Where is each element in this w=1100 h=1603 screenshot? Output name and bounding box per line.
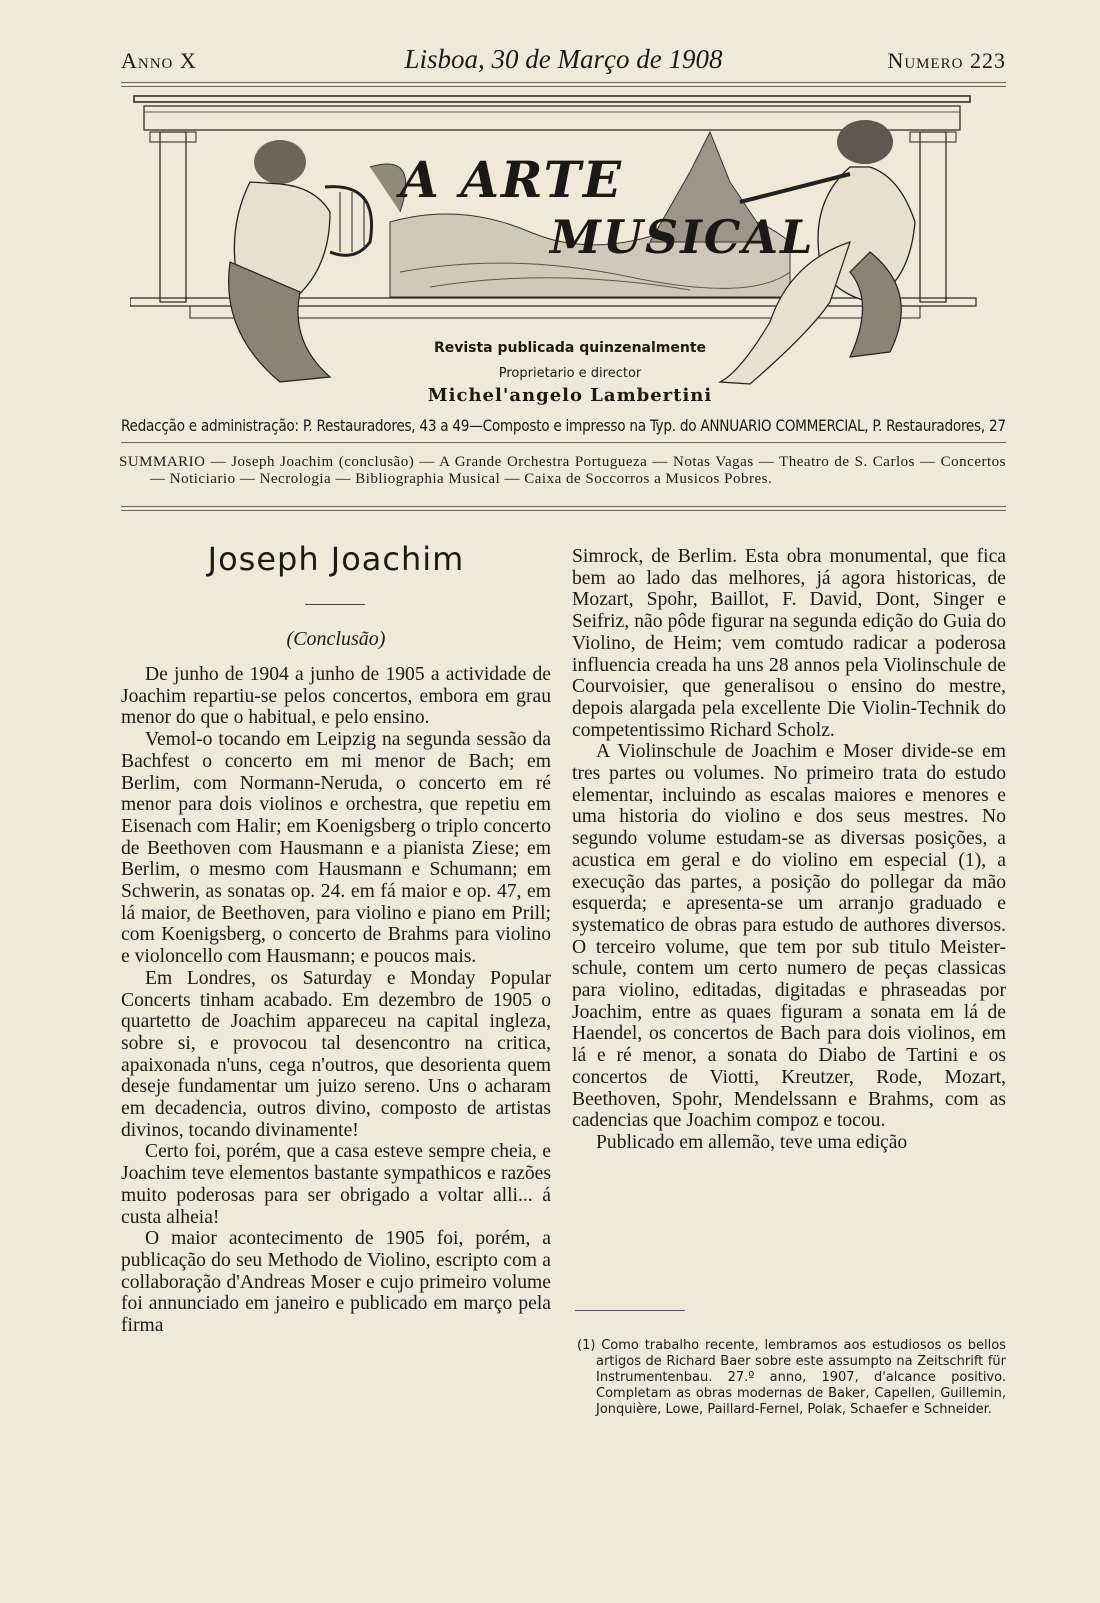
volume-label: Anno X xyxy=(121,48,197,73)
article-subtitle: (Conclusão) xyxy=(286,628,386,650)
footnote-text: (1) Como trabalho recente, lembramos aos estudiosos os bellos artigos de Richard Baer sobre este assumpto na Zeitschrift für Instrumentenbau. 27.º anno, 1907, d'alcance positivo. Completam as obras modernas de Baker, Capellen, Guillemin, Jonquière, Lowe, Paillard-Fernel, Polak, Schaefer e Schneider. xyxy=(577,1338,1006,1417)
paragraph: A Violinschule de Joachim e Moser divide-se em tres partes ou volumes. No primeiro trata do estudo elementar, incluindo as escalas maiores e menores e uma historia do violino e dos seus mestres. No segundo volume estudam-se as diversas posições, a acustica em geral e do violino em especial (1), a execução das partes, a posição do pollegar da mão esquerda; e apresenta-se um arranjo graduado e systematico de obras para estudo de authores diversos. O terceiro volume, que tem por sub titulo Meister-schule, contem um certo numero de peças classicas para violino, editadas, digitadas e phraseadas por Joachim, entre as quaes figuram a sonata em lá de Haendel, os concertos de Bach para dois violinos, em lá e ré menor, a sonata do Diabo de Tartini e os concertos de Viotti, Kreutzer, Rode, Mozart, Beethoven, Spohr, Mendelssann e Brahms, com as cadencias que Joachim compoz e tocou. xyxy=(572,741,1006,1132)
proprietor-label: Proprietario e director xyxy=(498,366,642,381)
summario-rule-bottom-1 xyxy=(121,506,1006,507)
redaccao-line: Redacção e administração: P. Restauradores, 43 a 49—Composto e impresso na Typ. do ANNUARIO COMMERCIAL, P. Restauradores, 27 xyxy=(121,416,1006,435)
paragraph: Publicado em allemão, teve uma edição xyxy=(596,1131,908,1153)
masthead-subtitle: Revista publicada quinzenalmente xyxy=(433,340,707,356)
summario-rule-bottom-2 xyxy=(121,510,1006,511)
article-title: Joseph Joachim xyxy=(207,540,465,578)
footnote xyxy=(577,1338,1006,1418)
masthead xyxy=(130,92,998,406)
proprietor-name: Michel'angelo Lambertini xyxy=(427,385,713,406)
header-rule-top xyxy=(121,82,1006,83)
masthead-title-line1: A ARTE xyxy=(400,150,623,209)
header-rule-bottom xyxy=(121,86,1006,87)
paragraph: O maior acontecimento de 1905 foi, porém, a publicação do seu Methodo de Violino, escripto com a collaboração d'Andreas Moser e cujo primeiro volume foi annunciado em janeiro e publicado em março pela firma xyxy=(121,1228,551,1337)
right-column xyxy=(572,546,1006,1154)
paragraph: Vemol-o tocando em Leipzig na segunda sessão da Bachfest o concerto em mi menor de Bach; em Berlim, com Normann-Neruda, o concerto em ré menor para dois violinos e orchestra, que repetiu em Eisenach com Halir; em Koenigsberg o triplo concerto de Beethoven com Hausmann e a pianista Ziese; em Berlim, o mesmo com Hausmann e Schumann; em Schwerin, as sonatas op. 24. em fá maior e op. 47, em lá maior, de Beethoven, para violino e piano em Prill; com Koenigsberg, o concerto de Brahms para violino e violoncello com Hausmann; e poucos mais. xyxy=(121,729,551,968)
summario-rule-top xyxy=(121,442,1006,443)
masthead-title-line2: MUSICAL xyxy=(550,210,815,264)
summario xyxy=(119,454,1006,488)
issue-header xyxy=(121,44,1006,78)
paragraph: De junho de 1904 a junho de 1905 a actividade de Joachim repartiu-se pelos concertos, embora em grau menor do que o habitual, e pelo ensino. xyxy=(121,664,551,729)
paragraph: Simrock, de Berlim. Esta obra monumental, que fica bem ao lado das melhores, já agora historicas, de Mozart, Spohr, Baillot, F. David, Dont, Singer e Seifriz, não pôde figurar na segunda edição do Guia do Violino, de Heim; vem comtudo radicar a poderosa influencia creada ha uns 28 annos pela Violinschule de Courvoisier, que generalisou o ensino do mestre, depois alargada pela excellente Die Violin-Technik do competentissimo Richard Scholz. xyxy=(572,546,1006,741)
issue-date: Lisboa, 30 de Março de 1908 xyxy=(404,44,723,74)
footnote-rule xyxy=(575,1310,685,1311)
left-column xyxy=(121,664,551,1337)
summario-text: SUMMARIO — Joseph Joachim (conclusão) — A Grande Orchestra Portugueza — Notas Vagas — Theatro de S. Carlos — Concertos — Noticiario — Necrologia — Bibliographia Musical — Caixa de Soccorros a Musicos Pobres. xyxy=(119,454,1006,487)
issue-number: Numero 223 xyxy=(887,48,1006,73)
paragraph: Em Londres, os Saturday e Monday Popular Concerts tinham acabado. Em dezembro de 1905 o quartetto de Joachim appareceu na capital ingleza, sobre si, e provocou tal desencontro na critica, apaixonada n'uns, cega n'outros, que desorienta quem deseje fundamentar um juizo sereno. Uns o acharam em decadencia, outros divino, composto de artistas divinos, tocando divinamente! xyxy=(121,967,551,1141)
paragraph: Certo foi, porém, que a casa esteve sempre cheia, e Joachim teve elementos bastante sympathicos e razões muito poderosas para ser obrigado a voltar alli... á custa alheia! xyxy=(121,1141,551,1228)
title-rule xyxy=(305,604,365,605)
